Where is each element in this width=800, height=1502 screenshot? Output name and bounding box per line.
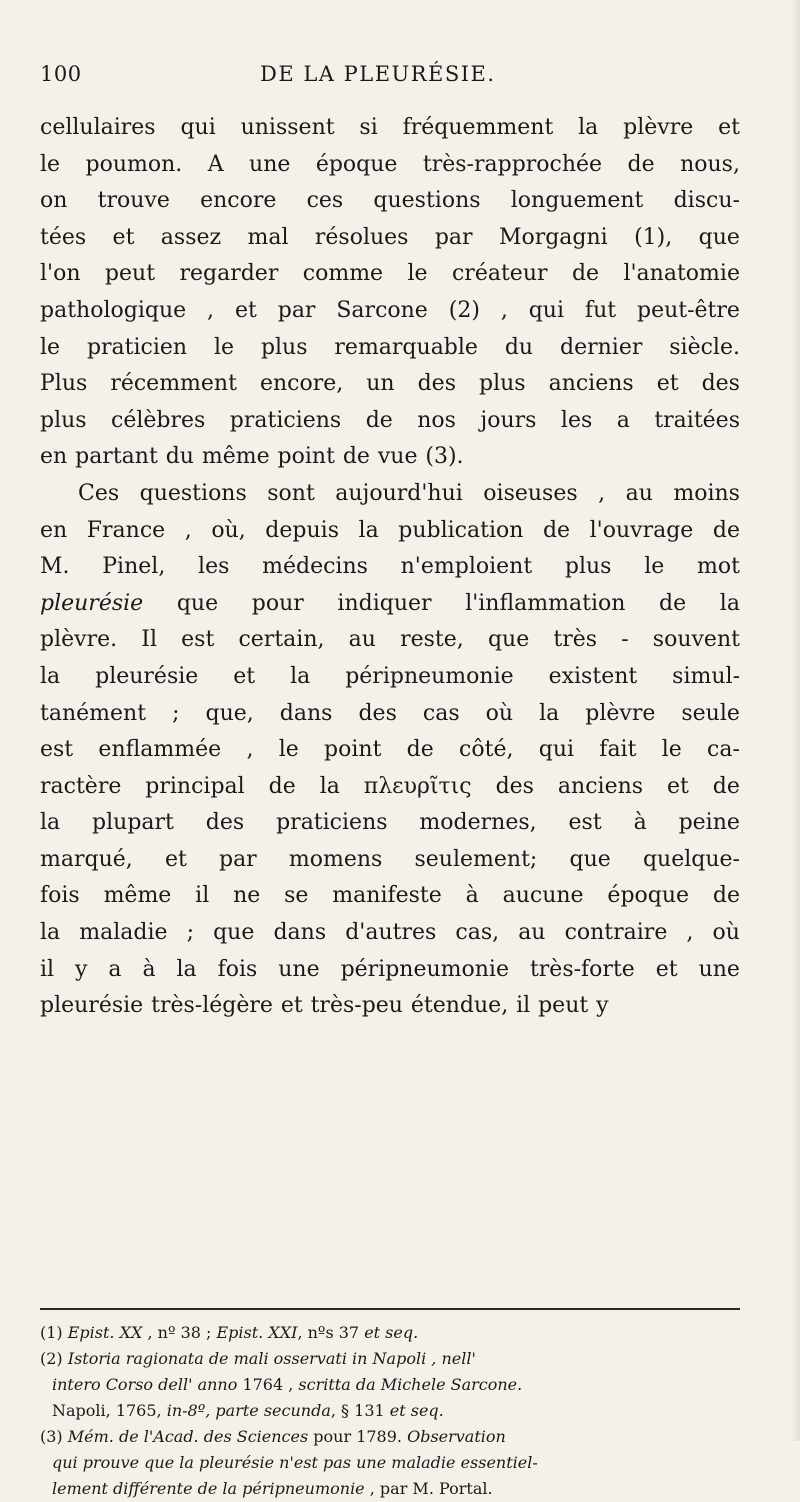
- word: de: [365, 407, 393, 433]
- word: en: [40, 444, 68, 470]
- word: discu-: [673, 188, 740, 214]
- word: fait: [599, 737, 637, 763]
- word: de: [342, 444, 370, 470]
- word: plupart: [92, 810, 174, 836]
- word: certain,: [238, 627, 325, 653]
- word: ca-: [707, 737, 740, 763]
- footnote-text: , nºs 37: [297, 1323, 365, 1342]
- word: questions: [139, 480, 247, 506]
- word: peut: [104, 261, 156, 287]
- text-line: [40, 183, 740, 220]
- text-line: [40, 366, 740, 403]
- word: depuis: [265, 517, 339, 543]
- word: vue: [377, 444, 418, 470]
- text-line: [40, 147, 740, 184]
- word: fois: [40, 883, 80, 909]
- footnote-line: [40, 1346, 740, 1372]
- word: ,: [246, 737, 254, 763]
- word: que: [569, 846, 611, 872]
- word: nous,: [680, 151, 740, 177]
- word: au: [348, 627, 376, 653]
- word: et: [666, 773, 689, 799]
- text-line: [40, 769, 740, 806]
- word: et: [655, 956, 678, 982]
- word: la: [358, 517, 379, 543]
- word: une: [249, 151, 291, 177]
- word: simul-: [672, 663, 740, 689]
- word: une: [278, 956, 320, 982]
- word: plèvre: [623, 115, 694, 140]
- word: l'anatomie: [623, 261, 740, 287]
- word: peine: [678, 810, 740, 836]
- word: questions: [373, 188, 481, 214]
- word: que: [176, 590, 219, 616]
- word: cellulaires: [40, 115, 156, 140]
- word: de: [627, 151, 655, 177]
- word: la: [539, 700, 560, 726]
- word: ,: [184, 517, 192, 543]
- word: remarquable: [334, 334, 478, 360]
- word: des: [701, 371, 740, 397]
- text-line: [40, 696, 740, 733]
- word: poumon.: [85, 151, 183, 177]
- text-line: [40, 915, 740, 952]
- word: au: [625, 480, 653, 506]
- word: a: [108, 956, 122, 982]
- word: fut: [584, 297, 617, 323]
- word: par: [434, 224, 473, 250]
- word: de: [406, 737, 434, 763]
- word: par: [277, 297, 316, 323]
- word: est: [40, 737, 74, 763]
- word: n'emploient: [400, 554, 533, 580]
- word: (3).: [425, 444, 464, 470]
- word: partant: [75, 444, 158, 470]
- footnote-text: Napoli, 1765,: [52, 1401, 167, 1420]
- word: plus: [260, 334, 308, 360]
- word: à: [465, 883, 479, 909]
- word: à: [633, 810, 647, 836]
- word: tanément: [40, 700, 147, 726]
- word: la: [40, 920, 61, 946]
- word: péripneumonie: [345, 663, 514, 689]
- footnote-rule: [40, 1308, 740, 1310]
- word: (2): [448, 297, 480, 323]
- word: ractère: [40, 773, 122, 799]
- text-line: [40, 988, 740, 1025]
- footnote-text: pour 1789.: [308, 1427, 408, 1446]
- word: des: [417, 371, 456, 397]
- word: de: [571, 261, 600, 287]
- word: marqué,: [40, 846, 133, 872]
- footnote-italic-text: Observation: [407, 1427, 506, 1446]
- word: très-rapprochée: [422, 151, 603, 177]
- footnote-text: (2): [40, 1349, 68, 1368]
- word: moins: [673, 480, 740, 506]
- word: le: [278, 737, 299, 763]
- word: l'on: [40, 261, 81, 287]
- word: encore: [200, 188, 277, 214]
- word: aucune: [502, 883, 584, 909]
- text-line: [40, 476, 740, 513]
- word: de: [712, 517, 740, 543]
- word: la: [40, 810, 61, 836]
- text-line: [40, 732, 740, 769]
- word: que: [698, 224, 740, 250]
- word: il: [516, 993, 531, 1019]
- word: une: [698, 956, 740, 982]
- word: les: [198, 554, 230, 580]
- text-line: [40, 293, 740, 330]
- word: pleurésie: [95, 663, 199, 689]
- word: très-forte: [529, 956, 635, 982]
- word: très: [553, 627, 598, 653]
- word: du: [504, 334, 534, 360]
- text-line: [40, 256, 740, 293]
- word: pleurésie: [40, 993, 144, 1019]
- word: où: [712, 920, 740, 946]
- word: le: [40, 334, 61, 360]
- word: par: [218, 846, 257, 872]
- word: point: [324, 737, 382, 763]
- word: le: [644, 554, 665, 580]
- footnote-italic-text: intero Corso dell' anno: [52, 1375, 238, 1394]
- word: manifeste: [332, 883, 442, 909]
- word: étendue,: [410, 993, 509, 1019]
- word: point: [277, 444, 335, 470]
- word: seulement;: [414, 846, 538, 872]
- word: ,: [598, 480, 606, 506]
- word: qui: [528, 297, 565, 323]
- text-line: [40, 878, 740, 915]
- footnote-text: , par M. Portal.: [364, 1479, 493, 1498]
- word: de: [268, 773, 296, 799]
- word: des: [495, 773, 534, 799]
- word: il: [40, 956, 55, 982]
- running-title: DE LA PLEURÉSIE.: [260, 62, 496, 86]
- word: M.: [40, 554, 70, 580]
- word: médecins: [262, 554, 368, 580]
- word: pour: [251, 590, 304, 616]
- word: ces: [306, 188, 344, 214]
- italic-word: pleurésie: [40, 590, 144, 616]
- word: Il: [141, 627, 157, 653]
- word: est: [568, 810, 602, 836]
- text-line: [40, 110, 740, 147]
- word: anciens: [557, 773, 644, 799]
- page-number: 100: [40, 62, 82, 86]
- footnote-italic-text: lement différente de la péripneumonie: [52, 1479, 365, 1498]
- word: la: [176, 956, 197, 982]
- word: que: [487, 627, 530, 653]
- page-edge: [790, 0, 800, 1441]
- footnote-italic-text: Istoria ragionata de mali osservati in Napoli , nell': [67, 1349, 476, 1368]
- word: praticiens: [229, 407, 342, 433]
- word: indiquer: [337, 590, 432, 616]
- footnote-italic-text: scritta da Michele Sarcone.: [298, 1375, 523, 1394]
- word: de: [542, 517, 571, 543]
- word: et: [234, 297, 257, 323]
- word: résolues: [314, 224, 409, 250]
- word: assez: [160, 224, 222, 250]
- word: France: [86, 517, 166, 543]
- word: d'autres: [345, 920, 437, 946]
- word: est: [181, 627, 215, 653]
- footnote-line: [40, 1320, 740, 1346]
- word: où,: [211, 517, 246, 543]
- word: souvent: [652, 627, 740, 653]
- word: époque: [607, 883, 690, 909]
- word: oiseuses: [483, 480, 578, 506]
- word: même: [201, 444, 270, 470]
- word: publication: [398, 517, 524, 543]
- word: de: [712, 883, 740, 909]
- word: modernes,: [419, 810, 537, 836]
- word: il: [195, 883, 210, 909]
- word: époque: [315, 151, 398, 177]
- word: nos: [417, 407, 456, 433]
- word: plèvre.: [40, 627, 118, 653]
- word: que: [213, 920, 255, 946]
- word: la: [578, 115, 599, 140]
- word: du: [165, 444, 194, 470]
- word: et: [656, 371, 679, 397]
- word: ne: [233, 883, 261, 909]
- word: et: [718, 115, 740, 140]
- word: ,: [500, 297, 508, 323]
- word: et: [233, 663, 256, 689]
- word: même: [103, 883, 172, 909]
- footnote-line: [40, 1476, 740, 1502]
- word: Plus: [40, 371, 88, 397]
- word: et: [164, 846, 187, 872]
- word: trouve: [97, 188, 170, 214]
- word: péripneumonie: [340, 956, 509, 982]
- word: récemment: [110, 371, 237, 397]
- word: encore,: [259, 371, 344, 397]
- body-text: [40, 110, 740, 1025]
- word: plèvre: [585, 700, 656, 726]
- text-line: [40, 586, 740, 623]
- word: dans: [279, 700, 333, 726]
- word: et: [112, 224, 135, 250]
- word: Morgagni: [498, 224, 608, 250]
- footnote-italic-text: in-8º, parte secunda: [166, 1401, 331, 1420]
- word: très-peu: [310, 993, 403, 1019]
- word: ;: [172, 700, 180, 726]
- word: le: [213, 334, 235, 360]
- word: des: [205, 810, 245, 836]
- word: mot: [696, 554, 740, 580]
- footnote-italic-text: et seq.: [364, 1323, 419, 1342]
- word: plus: [40, 407, 87, 433]
- word: ,: [686, 920, 694, 946]
- word: quelque-: [642, 846, 740, 872]
- text-line: [40, 439, 740, 476]
- word: a: [616, 407, 630, 433]
- word: maladie: [79, 920, 168, 946]
- text-line: [40, 513, 740, 550]
- text-line: [40, 403, 740, 440]
- word: ,: [207, 297, 215, 323]
- word: les: [560, 407, 593, 433]
- word: fréquemment: [402, 115, 554, 140]
- footnote-text: 1764 ,: [237, 1375, 299, 1394]
- word: célèbres: [111, 407, 206, 433]
- word: mal: [247, 224, 289, 250]
- text-line: [40, 952, 740, 989]
- text-line: [40, 220, 740, 257]
- footnote-line: [40, 1398, 740, 1424]
- word: le: [661, 737, 682, 763]
- word: l'ouvrage: [589, 517, 694, 543]
- word: anciens: [548, 371, 634, 397]
- word: -: [621, 627, 629, 653]
- word: de: [659, 590, 687, 616]
- word: fois: [217, 956, 258, 982]
- word: le: [407, 261, 428, 287]
- word: y: [596, 993, 609, 1019]
- word: traitées: [654, 407, 740, 433]
- word: où: [485, 700, 514, 726]
- word: dans: [273, 920, 327, 946]
- footnote-line: [40, 1450, 740, 1476]
- word: de: [712, 773, 740, 799]
- word: praticiens: [276, 810, 388, 836]
- footnote-italic-text: et seq.: [389, 1401, 444, 1420]
- word: peut-être: [636, 297, 740, 323]
- word: plus: [479, 371, 526, 397]
- word: en: [40, 517, 68, 543]
- word: unissent: [240, 115, 335, 140]
- footnote-line: [40, 1372, 740, 1398]
- word: la: [719, 590, 740, 616]
- word: y: [75, 956, 88, 982]
- page-header: [40, 62, 730, 92]
- word: seule: [681, 700, 740, 726]
- text-line: [40, 805, 740, 842]
- word: comme: [302, 261, 384, 287]
- word: (1),: [634, 224, 673, 250]
- footnote-italic-text: Epist. XX: [67, 1323, 143, 1342]
- word: A: [207, 151, 224, 177]
- word: peut: [538, 993, 589, 1019]
- word: momens: [288, 846, 383, 872]
- word: on: [40, 188, 68, 214]
- word: à: [142, 956, 156, 982]
- word: qui: [180, 115, 216, 140]
- word: cas: [422, 700, 460, 726]
- word: la: [290, 663, 311, 689]
- word: reste,: [400, 627, 464, 653]
- word: que,: [205, 700, 254, 726]
- word: cas,: [455, 920, 500, 946]
- word: existent: [548, 663, 638, 689]
- footnote-text: , nº 38 ;: [142, 1323, 217, 1342]
- word: contraire: [564, 920, 668, 946]
- footnote-text: (3): [40, 1427, 68, 1446]
- footnote-text: (1): [40, 1323, 68, 1342]
- word: longuement: [510, 188, 644, 214]
- word: regarder: [179, 261, 279, 287]
- word: tées: [40, 224, 87, 250]
- word: qui: [538, 737, 575, 763]
- word: enflammée: [98, 737, 222, 763]
- word: la: [319, 773, 340, 799]
- word: Pinel,: [102, 554, 166, 580]
- word: sont: [267, 480, 315, 506]
- word: et: [280, 993, 303, 1019]
- word: des: [358, 700, 397, 726]
- word: πλευρῖτις: [363, 773, 472, 799]
- text-line: [40, 842, 740, 879]
- word: principal: [145, 773, 245, 799]
- word: côté,: [459, 737, 514, 763]
- word: Ces: [78, 480, 120, 506]
- word: si: [359, 115, 378, 140]
- word: au: [518, 920, 546, 946]
- word: ;: [186, 920, 195, 946]
- footnote-italic-text: Mém. de l'Acad. des Sciences: [67, 1427, 309, 1446]
- footnote-italic-text: qui prouve que la pleurésie n'est pas une maladie essentiel-: [52, 1453, 538, 1472]
- word: très-légère: [151, 993, 273, 1019]
- text-line: [40, 659, 740, 696]
- word: pathologique: [40, 297, 187, 323]
- word: se: [284, 883, 309, 909]
- word: créateur: [451, 261, 548, 287]
- word: aujourd'hui: [335, 480, 463, 506]
- word: la: [40, 663, 61, 689]
- footnote-line: [40, 1424, 740, 1450]
- text-line: [40, 330, 740, 367]
- word: Sarcone: [336, 297, 428, 323]
- word: siècle.: [669, 334, 740, 360]
- word: l'inflammation: [465, 590, 626, 616]
- footnotes: [40, 1320, 740, 1502]
- word: plus: [564, 554, 612, 580]
- text-line: [40, 549, 740, 586]
- word: dernier: [560, 334, 643, 360]
- text-line: [40, 622, 740, 659]
- word: le: [40, 151, 61, 177]
- footnote-text: , § 131: [330, 1401, 390, 1420]
- word: un: [366, 371, 395, 397]
- footnote-italic-text: Epist. XXI: [216, 1323, 298, 1342]
- word: praticien: [86, 334, 188, 360]
- word: jours: [480, 407, 537, 433]
